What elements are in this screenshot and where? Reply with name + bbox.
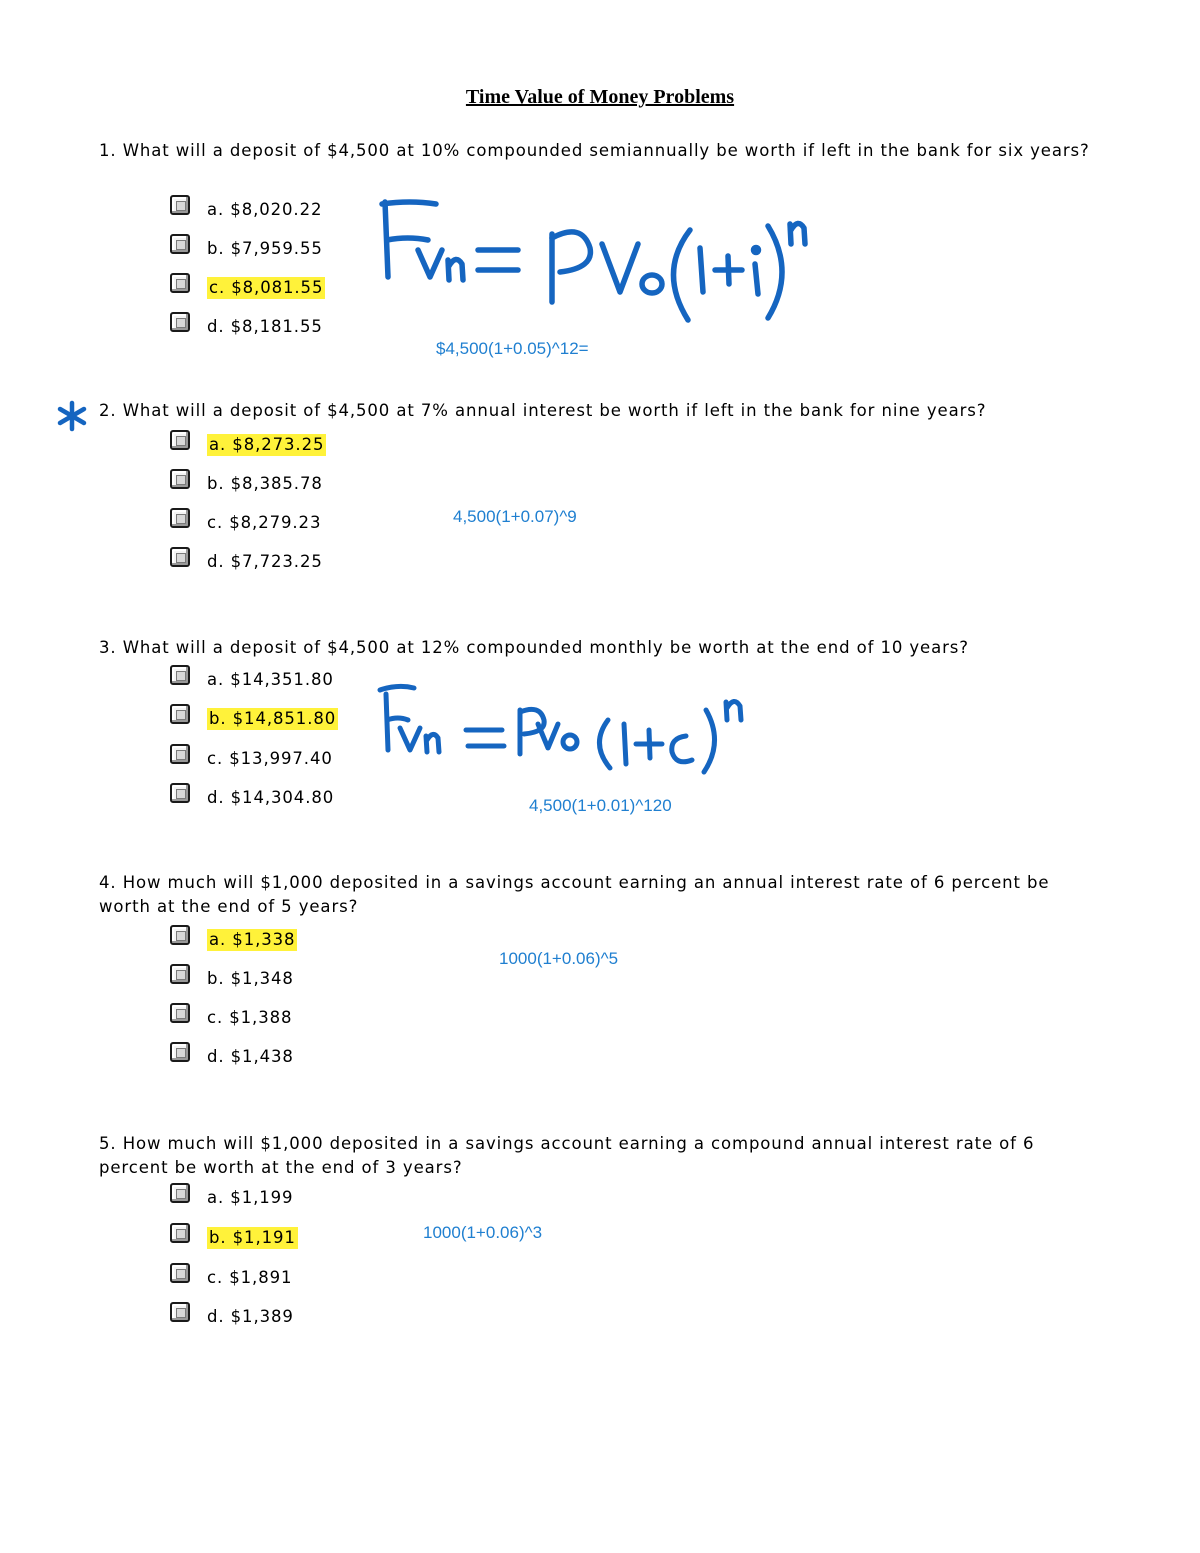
checkbox-icon[interactable]	[170, 1003, 190, 1023]
option-label: d. $1,389	[207, 1307, 294, 1326]
checkbox-icon[interactable]	[170, 665, 190, 685]
checkbox-icon[interactable]	[170, 783, 190, 803]
question-2-note: 4,500(1+0.07)^9	[453, 507, 577, 526]
option-label: d. $14,304.80	[207, 788, 335, 807]
option-label: a. $14,351.80	[207, 670, 334, 689]
checkbox-icon[interactable]	[170, 469, 190, 489]
checkbox-icon[interactable]	[170, 312, 190, 332]
option-label: c. $8,279.23	[207, 513, 322, 532]
option-label: c. $1,388	[207, 1008, 293, 1027]
question-3-text: 3. What will a deposit of $4,500 at 12% compounded monthly be worth at the end of 10 years?	[99, 638, 969, 657]
checkbox-icon[interactable]	[170, 508, 190, 528]
asterisk-icon	[56, 400, 88, 432]
option-label: b. $8,385.78	[207, 474, 323, 493]
option-label-highlighted: b. $1,191	[209, 1228, 296, 1247]
question-5-text: 5. How much will $1,000 deposited in a savings account earning a compound annual interest rate of 6 percent be worth at the end of 3 years?	[99, 1134, 1035, 1177]
checkbox-icon[interactable]	[170, 547, 190, 567]
question-4-note: 1000(1+0.06)^5	[499, 949, 619, 968]
checkbox-icon[interactable]	[170, 1263, 190, 1283]
question-1-text: 1. What will a deposit of $4,500 at 10% compounded semiannually be worth if left in the bank for six years?	[99, 141, 1090, 160]
option-label-highlighted: c. $8,081.55	[209, 278, 324, 297]
option-label-highlighted: b. $14,851.80	[209, 709, 337, 728]
option-label: d. $8,181.55	[207, 317, 323, 336]
handwritten-formula-1	[370, 192, 840, 327]
checkbox-icon[interactable]	[170, 234, 190, 254]
option-label: b. $1,348	[207, 969, 294, 988]
option-label: c. $1,891	[207, 1268, 293, 1287]
page-title: Time Value of Money Problems	[465, 86, 735, 108]
option-label: b. $7,959.55	[207, 239, 323, 258]
option-label: a. $1,199	[207, 1188, 294, 1207]
checkbox-icon[interactable]	[170, 704, 190, 724]
question-4-text: 4. How much will $1,000 deposited in a savings account earning an annual interest rate of 6 percent be worth at the end of 5 years?	[99, 873, 1050, 916]
checkbox-icon[interactable]	[170, 1223, 190, 1243]
option-label: a. $8,020.22	[207, 200, 323, 219]
option-label: c. $13,997.40	[207, 749, 333, 768]
handwritten-formula-2	[372, 680, 772, 780]
checkbox-icon[interactable]	[170, 744, 190, 764]
question-3-note: 4,500(1+0.01)^120	[529, 796, 672, 815]
question-5-note: 1000(1+0.06)^3	[423, 1223, 543, 1242]
question-2-text: 2. What will a deposit of $4,500 at 7% annual interest be worth if left in the bank for nine years?	[99, 401, 987, 420]
checkbox-icon[interactable]	[170, 1183, 190, 1203]
checkbox-icon[interactable]	[170, 925, 190, 945]
checkbox-icon[interactable]	[170, 964, 190, 984]
checkbox-icon[interactable]	[170, 1302, 190, 1322]
option-label-highlighted: a. $1,338	[209, 930, 296, 949]
option-label: d. $7,723.25	[207, 552, 323, 571]
option-label-highlighted: a. $8,273.25	[209, 435, 325, 454]
checkbox-icon[interactable]	[170, 430, 190, 450]
checkbox-icon[interactable]	[170, 273, 190, 293]
question-1-note: $4,500(1+0.05)^12=	[436, 339, 589, 358]
option-label: d. $1,438	[207, 1047, 294, 1066]
checkbox-icon[interactable]	[170, 1042, 190, 1062]
checkbox-icon[interactable]	[170, 195, 190, 215]
